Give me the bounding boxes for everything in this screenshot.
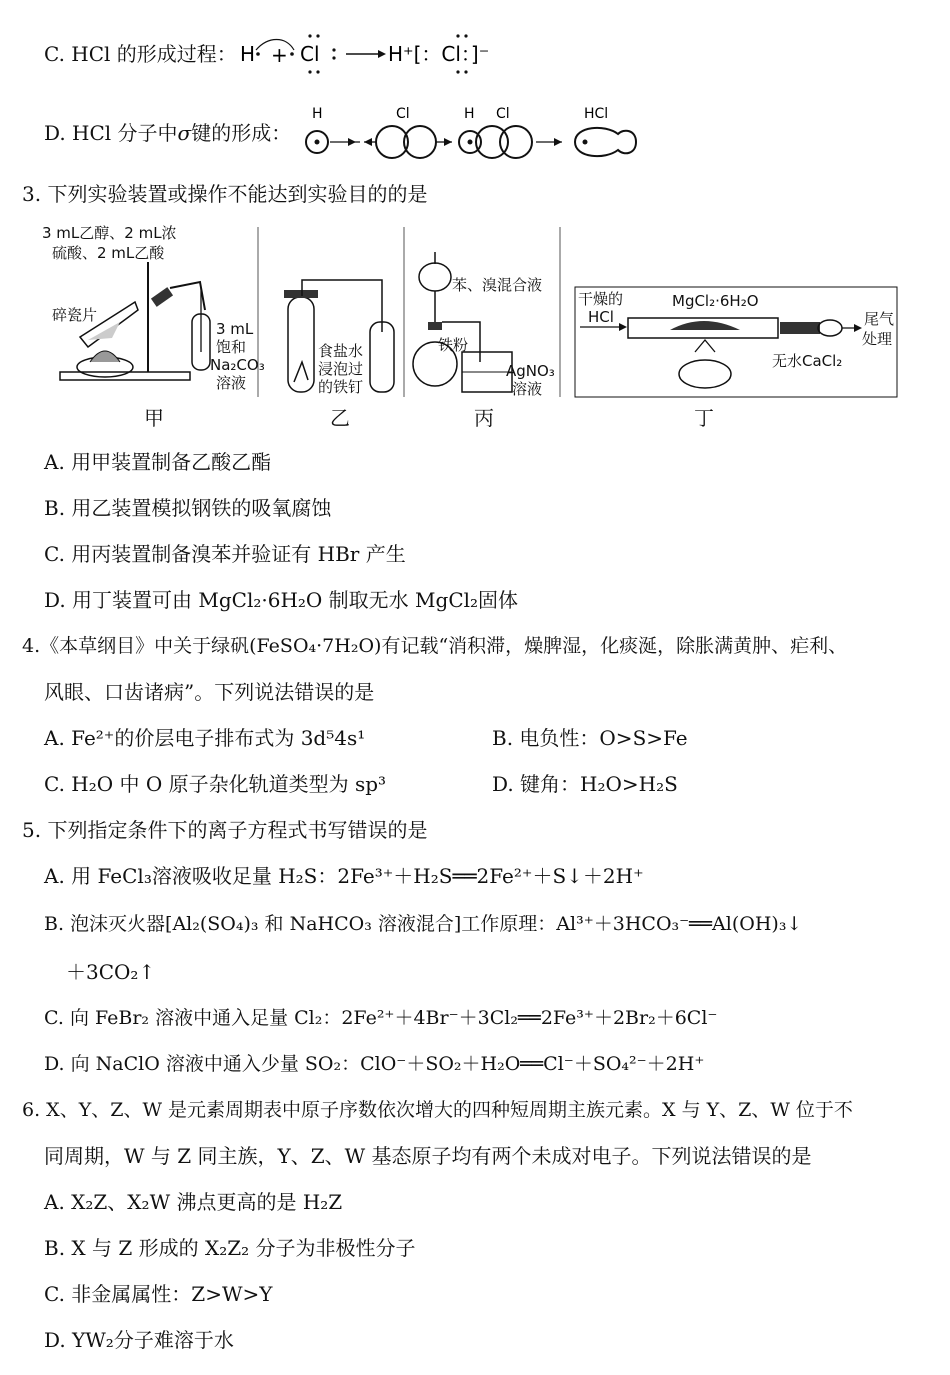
diagram-label-cl1: Cl — [396, 106, 410, 122]
lewis-product: H⁺[：Cl：]⁻ — [388, 42, 490, 66]
yi-label-1: 食盐水 — [318, 342, 364, 360]
q5-option-a: A. 用 FeCl₃溶液吸收足量 H₂S：2Fe³⁺＋H₂S══2Fe²⁺＋S↓＋2H⁺ — [44, 864, 644, 888]
q4-option-c: C. H₂O 中 O 原子杂化轨道类型为 sp³ — [44, 772, 387, 796]
diagram-label-cl2: Cl — [496, 106, 510, 122]
q2-option-d — [44, 119, 291, 147]
bing-beaker-label-2: 溶液 — [512, 380, 543, 398]
q5-option-b: B. 泡沫灭火器[Al₂(SO₄)₃ 和 NaHCO₃ 溶液混合]工作原理：Al³⁺＋3HCO₃⁻══Al(OH)₃↓ — [44, 913, 803, 935]
q3-option-c: C. 用丙装置制备溴苯并验证有 HBr 产生 — [44, 542, 406, 566]
lewis-cl: Cl — [300, 42, 320, 66]
q2-option-c — [44, 40, 237, 68]
q3-stem: 3. 下列实验装置或操作不能达到实验目的的是 — [22, 182, 428, 206]
ding-in-label-2: HCl — [588, 308, 614, 326]
jia-tube-label-4: 溶液 — [216, 374, 247, 392]
ding-in-label-1: 干燥的 — [578, 290, 624, 308]
yi-label-2: 浸泡过 — [318, 360, 364, 378]
q5-stem: 5. 下列指定条件下的离子方程式书写错误的是 — [22, 818, 428, 842]
diagram-label-h2: H — [464, 106, 475, 122]
q2-d-label: D. HCl 分子中 — [44, 121, 178, 145]
jia-label-reagents-2: 硫酸、2 mL乙酸 — [52, 244, 165, 262]
q6-option-c: C. 非金属属性：Z>W>Y — [44, 1282, 273, 1306]
q4-stem-line-2: 风眼、口齿诸病”。下列说法错误的是 — [44, 680, 375, 704]
apparatus-drawing — [40, 222, 910, 432]
ding-out-label-2: 处理 — [862, 330, 893, 348]
q4-stem-line-1: 4.《本草纲目》中关于绿矾(FeSO₄·7H₂O)有记载“消积滞，燥脾湿，化痰涎，除胀满黄肿、疟利、 — [22, 635, 848, 657]
yi-label-3: 的铁钉 — [318, 378, 364, 396]
q6-stem-line-2: 同周期，W 与 Z 同主族，Y、Z、W 基态原子均有两个未成对电子。下列说法错误的是 — [44, 1144, 812, 1168]
diagram-label-h1: H — [312, 106, 323, 122]
q3-option-a: A. 用甲装置制备乙酸乙酯 — [44, 450, 272, 474]
q4-option-d: D. 键角：H₂O>H₂S — [492, 772, 678, 796]
ding-cacl2-label: 无水CaCl₂ — [772, 352, 843, 370]
q6-stem-line-1: 6. X、Y、Z、W 是元素周期表中原子序数依次增大的四种短周期主族元素。X 与 Y、Z、W 位于不 — [22, 1099, 853, 1121]
hcl-lewis-formation — [238, 28, 538, 80]
sigma-symbol: σ — [177, 121, 192, 145]
q4-option-b: B. 电负性：O>S>Fe — [492, 726, 688, 750]
q6-option-a: A. X₂Z、X₂W 沸点更高的是 H₂Z — [44, 1190, 343, 1214]
jia-tube-label-3: Na₂CO₃ — [210, 356, 265, 374]
svg-text:+: + — [271, 43, 288, 67]
q2-c-label: C. HCl 的形成过程： — [44, 42, 237, 66]
bing-funnel-label: 苯、溴混合液 — [452, 276, 543, 294]
q6-option-b: B. X 与 Z 形成的 X₂Z₂ 分子为非极性分子 — [44, 1236, 416, 1260]
q5-option-d: D. 向 NaClO 溶液中通入少量 SO₂：ClO⁻＋SO₂＋H₂O══Cl⁻＋SO₄²⁻＋2H⁺ — [44, 1053, 705, 1075]
caption-ding: 丁 — [694, 406, 714, 430]
q3-option-d: D. 用丁装置可由 MgCl₂·6H₂O 制取无水 MgCl₂固体 — [44, 588, 519, 612]
jia-label-chips: 碎瓷片 — [52, 306, 98, 324]
bing-beaker-label-1: AgNO₃ — [506, 362, 555, 380]
q3-option-b: B. 用乙装置模拟钢铁的吸氧腐蚀 — [44, 496, 332, 520]
ding-salt-label: MgCl₂·6H₂O — [672, 292, 759, 310]
lewis-h: H — [240, 42, 256, 66]
q6-option-d: D. YW₂分子难溶于水 — [44, 1328, 234, 1352]
q2-d-label-tail: 键的形成： — [191, 121, 292, 145]
caption-jia: 甲 — [144, 406, 164, 430]
caption-yi: 乙 — [330, 406, 350, 430]
jia-tube-label-1: 3 mL — [216, 320, 254, 338]
jia-label-reagents-1: 3 mL乙醇、2 mL浓 — [42, 224, 177, 242]
jia-tube-label-2: 饱和 — [216, 338, 247, 356]
diagram-label-hcl: HCl — [584, 106, 609, 122]
q5-option-c: C. 向 FeBr₂ 溶液中通入足量 Cl₂：2Fe²⁺＋4Br⁻＋3Cl₂══2Fe³⁺＋2Br₂＋6Cl⁻ — [44, 1007, 718, 1029]
q5-option-b-continued: ＋3CO₂↑ — [66, 960, 156, 984]
q4-option-a: A. Fe²⁺的价层电子排布式为 3d⁵4s¹ — [44, 726, 366, 750]
ding-out-label-1: 尾气 — [864, 310, 895, 328]
sigma-bond-diagram — [300, 100, 645, 164]
q3-figure — [40, 222, 910, 432]
caption-bing: 丙 — [474, 406, 494, 430]
bing-iron-label: 铁粉 — [438, 336, 469, 354]
